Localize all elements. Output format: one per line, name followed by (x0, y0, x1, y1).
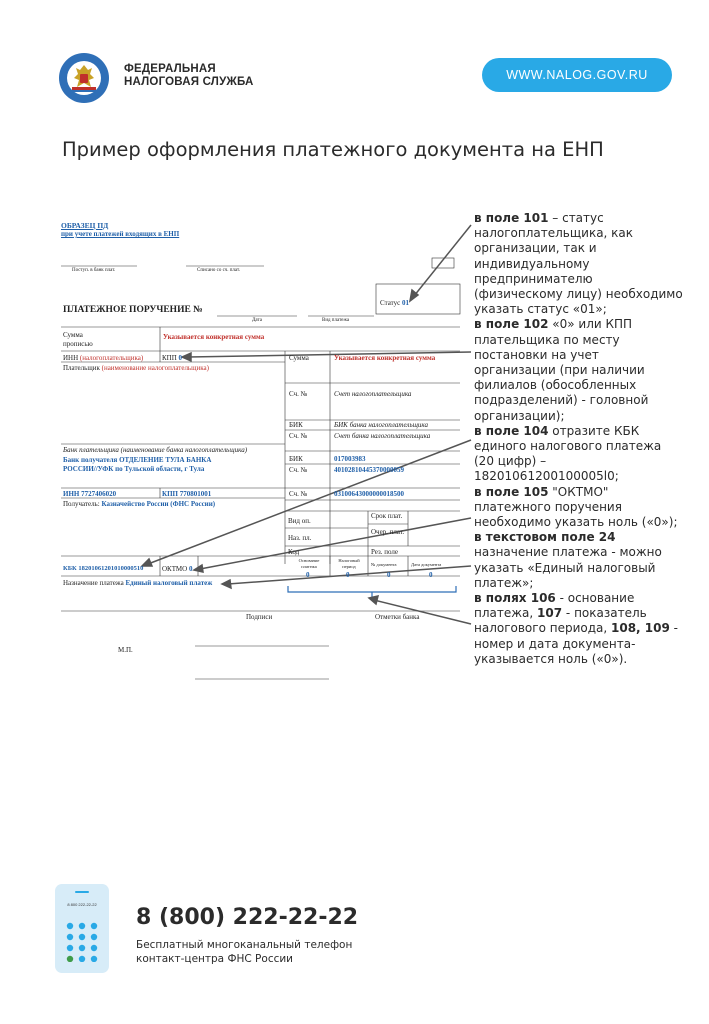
payer-bik-value: БИК банка налогоплательщика (334, 421, 429, 429)
inn-field: ИНН (налогоплательщика) (63, 354, 144, 362)
recipient-acc-label: Сч. № (289, 490, 308, 498)
kpp-field: КПП 0 (162, 354, 183, 362)
payer-bik-label: БИК (289, 421, 303, 429)
payer-bank-field: Банк плательщика (наименование банка налогоплательщика) (63, 446, 248, 454)
purpose-field: Назначение платежа Единый налоговый платеж (63, 579, 213, 587)
period-label: Налоговый период (338, 558, 360, 569)
period-value: 0 (346, 571, 350, 579)
op-type-label: Вид оп. (288, 517, 311, 525)
doc-num-value: 0 (387, 571, 391, 579)
sum-value: Указывается конкретная сумма (334, 354, 436, 362)
doc-date-value: 0 (429, 571, 433, 579)
phone-small-number: 8 800 222-22-22 (67, 902, 97, 907)
recipient-field: Получатель: Казначейство России (ФНС России) (63, 500, 216, 508)
recipient-bik-value: 017003983 (334, 455, 366, 463)
bank-marks-label: Отметки банка (375, 613, 420, 621)
sum-words-value: Указывается конкретная сумма (163, 333, 265, 341)
basis-value: 0 (306, 571, 310, 579)
phone-description: Бесплатный многоканальный телефон контакт-центра ФНС России (136, 939, 353, 965)
annotation-24: в текстовом поле 24 назначение платежа - можно указать «Единый налоговый платеж»; (474, 530, 662, 590)
order-title: ПЛАТЕЖНОЕ ПОРУЧЕНИЕ № (63, 305, 203, 315)
sum-label: Сумма (289, 354, 309, 362)
payer-field: Плательщик (наименование налогоплательщика) (63, 364, 209, 372)
received-label: Поступ. в банк плат. (72, 268, 116, 273)
date-label: Дата (252, 318, 262, 323)
basis-label: Основание платежа (298, 558, 320, 569)
order-label: Очер. плат. (371, 528, 405, 536)
term-label: Срок плат. (371, 512, 403, 520)
annotation-104: в поле 104 отразите КБК единого налогового платежа (20 цифр) – 18201061200100005l0; (474, 423, 662, 484)
recipient-acc-value: 03100643000000018500 (334, 490, 404, 498)
sample-label: ОБРАЗЕЦ ПД (61, 221, 109, 230)
recipient-kpp: КПП 770801001 (162, 490, 212, 498)
recipient-bank-field: Банк получателя ОТДЕЛЕНИЕ ТУЛА БАНКА РОССИИ//УФК по Тульской области, г Тула (63, 456, 212, 473)
res-field-label: Рез. поле (371, 548, 399, 556)
annotation-105: в поле 105 "ОКТМО" платежного поручения необходимо указать ноль («0»); (474, 484, 678, 530)
site-link-button[interactable]: WWW.NALOG.GOV.RU (482, 58, 672, 92)
phone-icon (55, 884, 109, 973)
recipient-corr-label: Сч. № (289, 466, 308, 474)
sample-sublabel: при учете платежей входящих в ЕНП (61, 230, 180, 238)
annotation-102: в поле 102 «0» или КПП плательщика по месту постановки на учет организации (при наличии филиалов (обособленных подразделений) - головной организации); (474, 317, 649, 423)
debited-label: Списано со сч. плат. (197, 268, 241, 273)
payer-acc-label: Сч. № (289, 390, 308, 398)
kbk-field: КБК 18201061201010000510 (63, 565, 144, 572)
oktmo-field: ОКТМО 0 (162, 565, 193, 573)
doc-num-label: № документа (371, 562, 397, 567)
recipient-inn: ИНН 7727406020 (63, 490, 117, 498)
code-label: Код (288, 548, 300, 556)
annotation-101: в поле 101 – статус налогоплательщика, как организации, так и индивидуальному предпринимателю (физическому лицу) необходимо указать статус «01»; (474, 211, 683, 317)
org-name: ФЕДЕРАЛЬНАЯ НАЛОГОВАЯ СЛУЖБА (124, 63, 254, 88)
annotations (474, 211, 684, 667)
doc-date-label: Дата документа (411, 562, 442, 567)
status-field: Статус 01 (380, 299, 409, 307)
phone-number[interactable]: 8 (800) 222-22-22 (136, 905, 359, 930)
keypad-icon (66, 922, 98, 962)
purpose-code-label: Наз. пл. (288, 534, 312, 542)
payment-type-label: Вид платежа (322, 318, 350, 323)
sum-words-label: Сумма прописью (63, 331, 93, 348)
recipient-corr-value: 40102810445370000059 (334, 466, 404, 474)
page-title: Пример оформления платежного документа на ЕНП (62, 138, 604, 161)
signatures-label: Подписи (246, 613, 273, 621)
payer-bank-acc-label: Сч. № (289, 432, 308, 440)
payer-acc-value: Счет налогоплательщика (334, 390, 412, 398)
annotation-106-109: в полях 106 - основание платежа, 107 - показатель налогового периода, 108, 109 - номер и дата документа- указывается ноль («0»). (474, 591, 678, 666)
payer-bank-acc-value: Счет банка налогоплательщика (334, 432, 431, 440)
recipient-bik-label: БИК (289, 455, 303, 463)
mp-label: М.П. (118, 646, 133, 654)
